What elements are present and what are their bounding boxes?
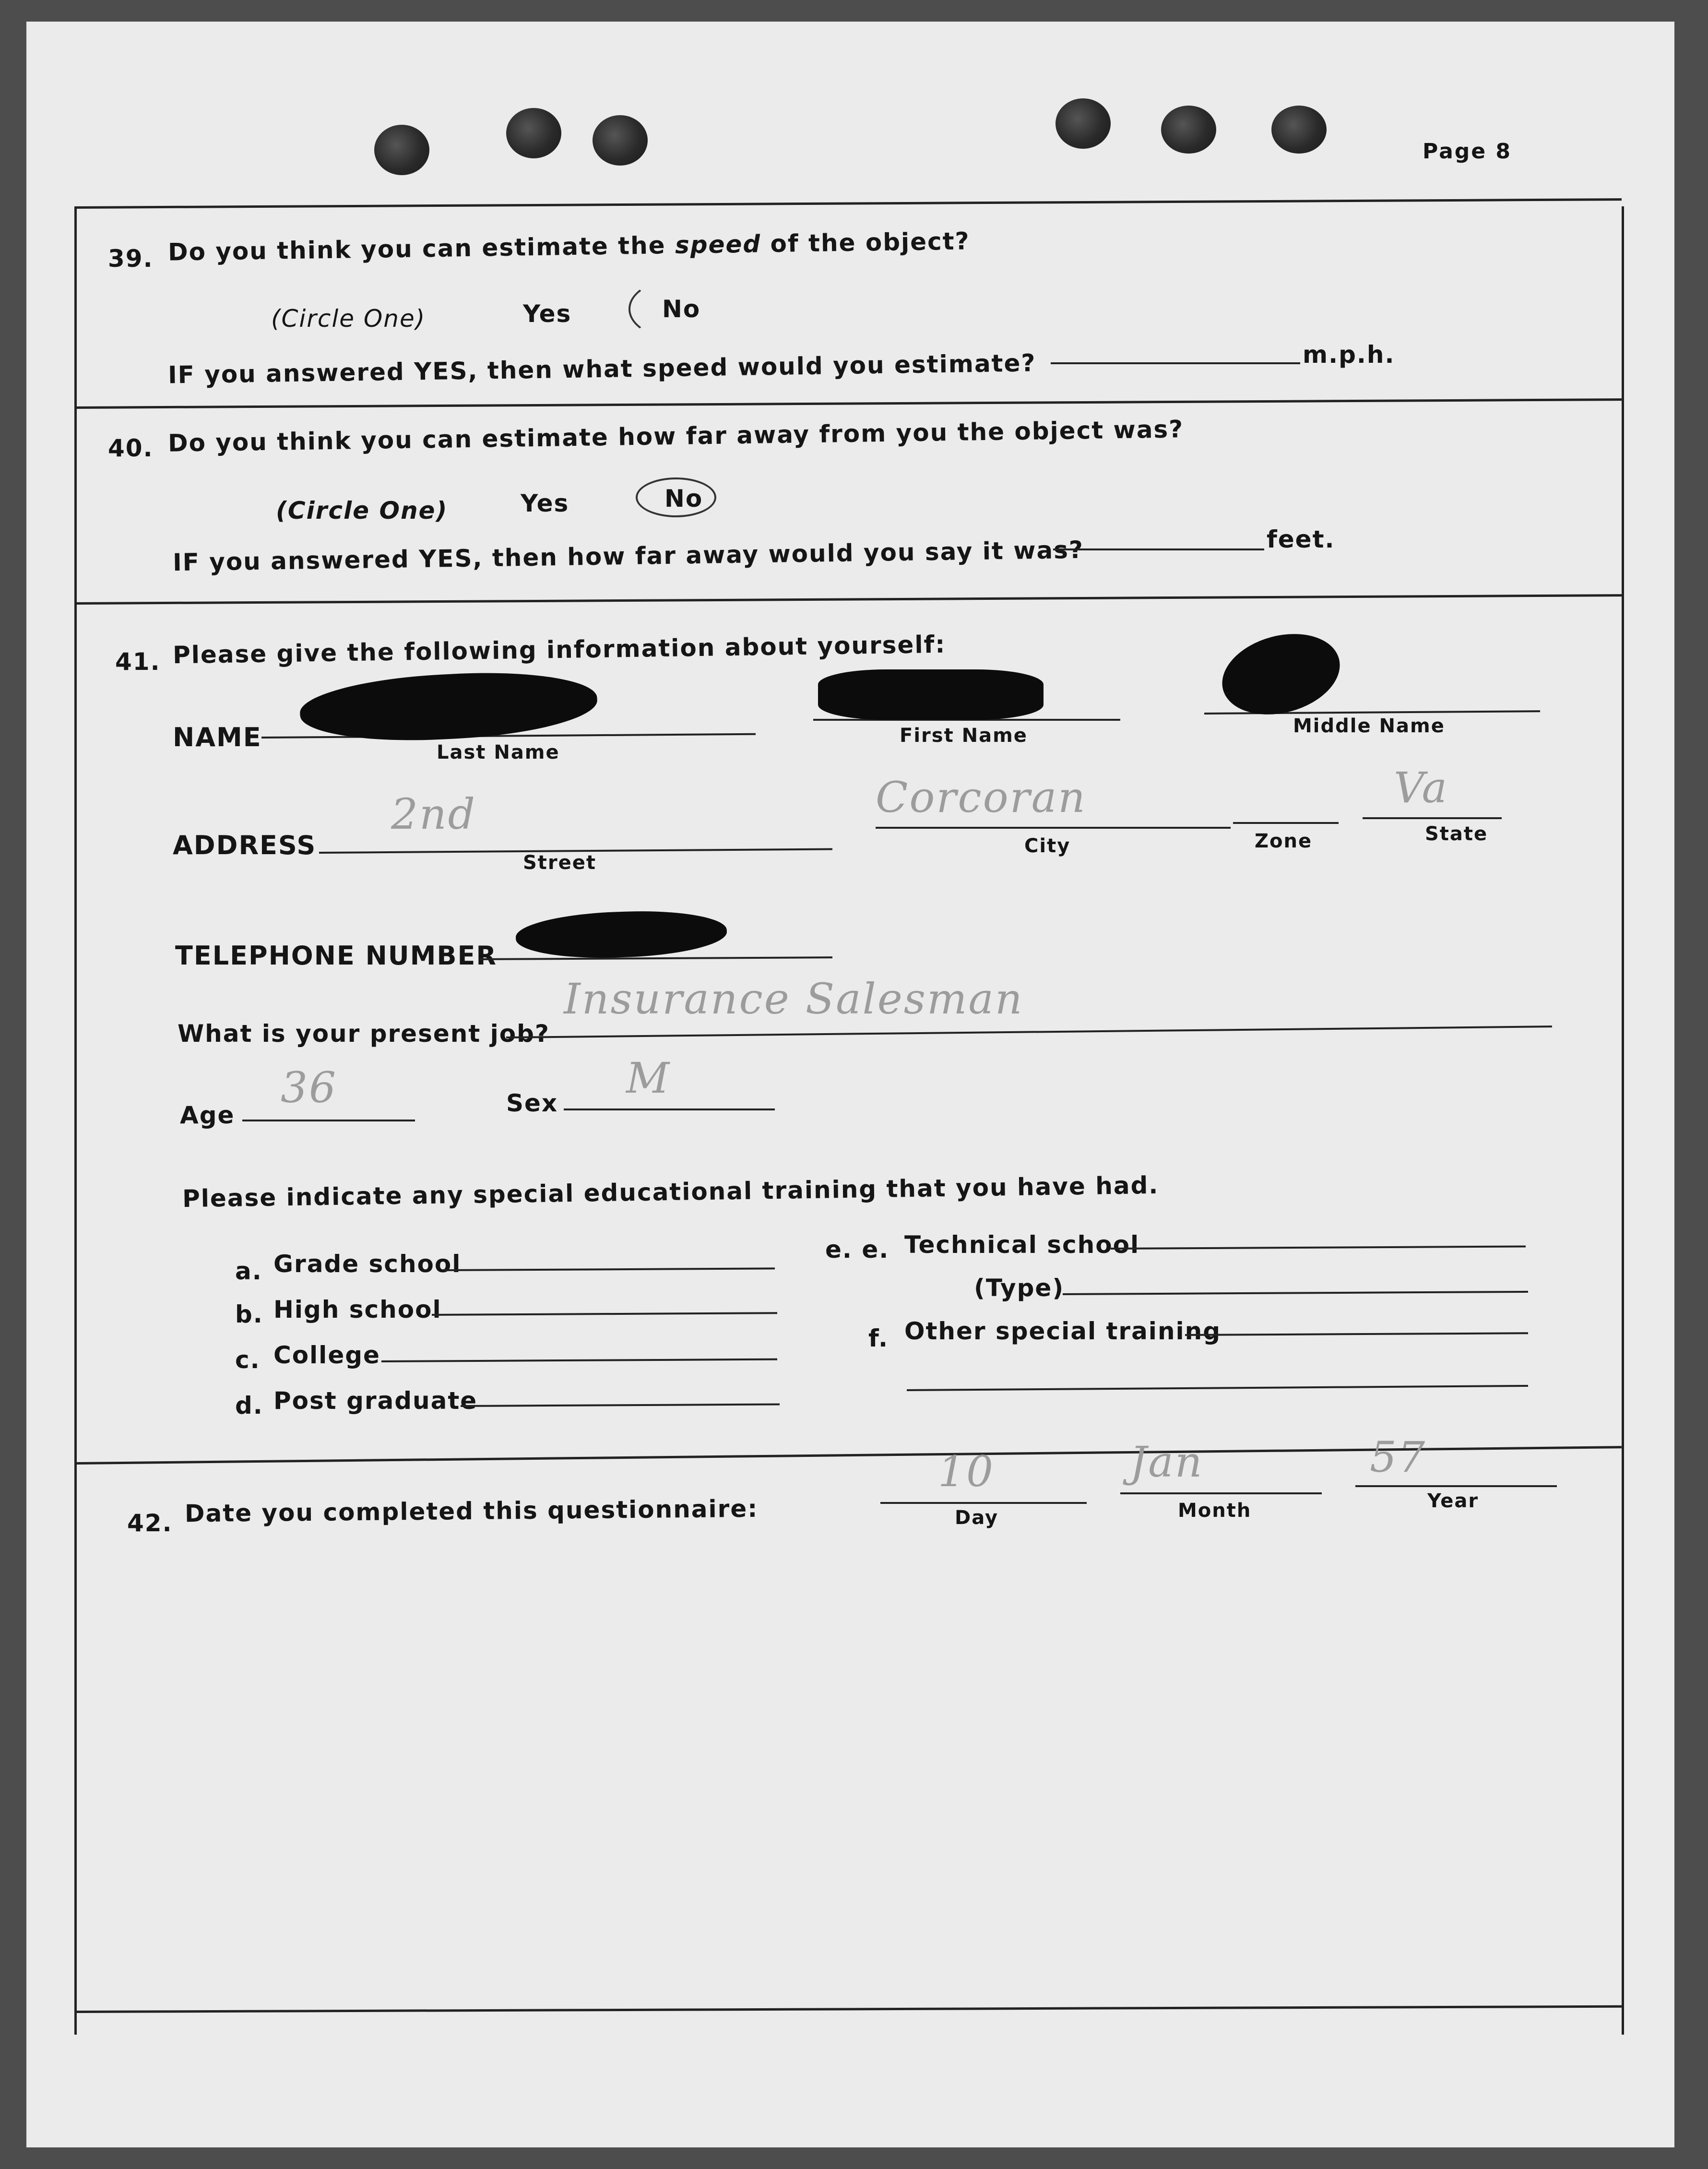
last-name-caption: Last Name <box>437 741 560 763</box>
punch-hole <box>374 125 429 175</box>
unit-label: m.p.h. <box>1303 341 1395 369</box>
question-number: 42. <box>127 1509 173 1537</box>
college-label: College <box>273 1341 380 1369</box>
no-option[interactable]: No <box>664 485 703 512</box>
age-label: Age <box>180 1101 235 1129</box>
state-caption: State <box>1425 823 1488 845</box>
question-text: Please give the following information about yourself: <box>172 630 946 669</box>
post-graduate-label: Post graduate <box>273 1387 478 1415</box>
yes-option[interactable]: Yes <box>521 489 569 517</box>
other-training-label: Other special training <box>904 1317 1222 1345</box>
question-number: 40. <box>108 434 154 462</box>
sex-handwriting: M <box>626 1053 671 1103</box>
page-number: Page 8 <box>1423 139 1512 164</box>
question-number: 39. <box>108 245 154 273</box>
high-school-letter: b. <box>235 1300 263 1328</box>
street-handwriting: 2nd <box>391 789 476 839</box>
year-line[interactable] <box>1355 1485 1557 1487</box>
sex-label: Sex <box>506 1089 558 1117</box>
other-training-letter: f. <box>868 1324 889 1352</box>
city-line[interactable] <box>876 827 1231 829</box>
punch-hole <box>593 115 648 166</box>
day-line[interactable] <box>880 1502 1087 1504</box>
first-name-caption: First Name <box>900 725 1028 747</box>
redacted-first-name <box>818 669 1044 720</box>
month-handwriting: Jan <box>1130 1437 1204 1487</box>
zone-line[interactable] <box>1233 822 1339 824</box>
day-caption: Day <box>955 1507 999 1529</box>
punch-hole <box>1271 106 1327 154</box>
punch-hole <box>1056 98 1111 149</box>
day-handwriting: 10 <box>938 1447 995 1496</box>
technical-school-letter: e. e. <box>825 1236 890 1263</box>
distance-answer-line[interactable] <box>1053 548 1264 550</box>
address-label: ADDRESS <box>173 830 317 860</box>
city-handwriting: Corcoran <box>876 773 1087 822</box>
followup-text: IF you answered YES, then what speed would you estimate? <box>167 349 1036 389</box>
college-letter: c. <box>235 1346 261 1374</box>
middle-name-caption: Middle Name <box>1293 715 1445 737</box>
question-text-start: Do you think you can estimate the <box>167 231 676 266</box>
state-handwriting: Va <box>1394 763 1448 812</box>
speed-answer-line[interactable] <box>1051 362 1300 364</box>
month-line[interactable] <box>1120 1492 1322 1494</box>
grade-school-letter: a. <box>235 1257 262 1285</box>
name-label: NAME <box>173 722 262 752</box>
type-label: (Type) <box>974 1274 1065 1302</box>
grade-school-label: Grade school <box>273 1250 462 1278</box>
circle-one-label: (Circle One) <box>271 305 426 333</box>
age-line[interactable] <box>242 1120 415 1121</box>
question-number: 41. <box>115 648 161 676</box>
selection-circle <box>629 278 728 340</box>
month-caption: Month <box>1178 1500 1252 1522</box>
form-sheet <box>26 22 1674 2147</box>
punch-hole <box>506 108 561 158</box>
post-graduate-letter: d. <box>235 1392 263 1419</box>
technical-school-label: Technical school <box>904 1231 1140 1259</box>
age-handwriting: 36 <box>281 1063 337 1112</box>
circle-one-label: (Circle One) <box>276 497 448 524</box>
question-text: Do you think you can estimate how far away from you the object was? <box>167 415 1184 457</box>
state-line[interactable] <box>1363 817 1502 819</box>
year-caption: Year <box>1427 1490 1479 1512</box>
unit-label: feet. <box>1267 525 1335 553</box>
education-prompt: Please indicate any special educational training that you have had. <box>182 1171 1159 1213</box>
telephone-label: TELEPHONE NUMBER <box>175 941 497 971</box>
yes-option[interactable]: Yes <box>523 300 572 328</box>
selection-circle <box>636 477 716 517</box>
question-text-end: of the object? <box>760 227 970 258</box>
city-caption: City <box>1024 835 1071 857</box>
no-option[interactable]: No <box>662 295 701 323</box>
street-caption: Street <box>523 852 597 874</box>
job-label: What is your present job? <box>178 1020 550 1048</box>
zone-caption: Zone <box>1255 830 1313 852</box>
question-text: Date you completed this questionnaire: <box>184 1494 759 1528</box>
job-handwriting: Insurance Salesman <box>564 974 1024 1024</box>
sex-line[interactable] <box>564 1108 775 1110</box>
high-school-label: High school <box>273 1296 442 1323</box>
punch-hole <box>1161 106 1216 154</box>
year-handwriting: 57 <box>1370 1432 1426 1482</box>
followup-text: IF you answered YES, then how far away would you say it was? <box>172 536 1084 577</box>
question-text-emphasis: speed <box>675 230 761 259</box>
